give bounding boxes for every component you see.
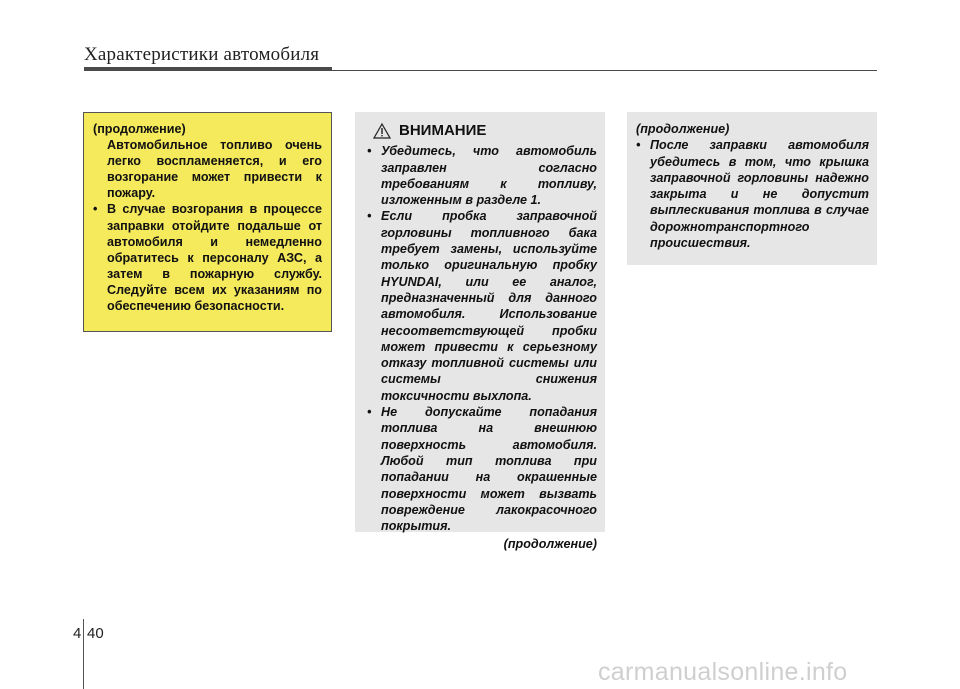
caution-continued-box: [627, 112, 877, 265]
continued-label: (продолжение): [636, 122, 730, 136]
caution-item: [367, 404, 597, 534]
caution-item-text: Убедитесь, что автомобиль заправлен согласно требованиям к топливу, изложенным в разделе 1.: [381, 144, 597, 208]
bullet-glyph: •: [367, 209, 372, 224]
watermark-text: carmanualsonline.info: [598, 658, 848, 686]
bullet-glyph: •: [93, 202, 98, 217]
caution-item-text: После заправки автомобиля убедитесь в том, что крышка заправочной горловины надежно закрыта и не допустит выплескивания топлива в случае дорожнотранспортного происшествия.: [650, 138, 869, 251]
bullet-glyph: •: [367, 144, 372, 159]
section-number: 4: [73, 625, 82, 642]
caution-item: [367, 208, 597, 404]
fire-warning-paragraph: Автомобильное топливо очень легко воспламеняется, и его возгорание может привести к пожару.: [107, 138, 322, 201]
page-number: 40: [87, 625, 104, 642]
caution-item-text: Не допускайте попадания топлива на внешнюю поверхность автомобиля. Любой тип топлива при попадании на окрашенные поверхности может вызвать повреждение лакокрасочного покрытия.: [381, 405, 597, 534]
continued-label: (продолжение): [503, 537, 597, 552]
page-header-title: Характеристики автомобиля: [84, 44, 320, 65]
bullet-glyph: •: [367, 405, 372, 420]
bullet-glyph: •: [636, 138, 641, 153]
header-rule-thin: [84, 70, 877, 71]
continued-label: (продолжение): [93, 122, 186, 136]
fire-warning-bullet-item: [93, 201, 322, 314]
fire-instructions-text: В случае возгорания в процессе заправки отойдите подальше от автомобиля и немедленно обратитесь к персоналу АЗС, а затем в пожарную службу. Следуйте всем их указаниям по обеспечению безопасности.: [107, 202, 322, 314]
caution-item: [636, 137, 869, 251]
page-number-rule: [83, 619, 84, 689]
fire-warning-box: [83, 112, 332, 332]
caution-heading-text: ВНИМАНИЕ: [399, 122, 487, 139]
caution-box: [355, 112, 605, 552]
warning-triangle-icon: [373, 123, 391, 139]
caution-item-text: Если пробка заправочной горловины топливного бака требует замены, используйте только оригинальную пробку HYUNDAI, или ее аналог, предназначенный для данного автомобиля. Использование несоответствующей пробки может привести к серьезному отказу топливной системы или системы снижения токсичности выхлопа.: [381, 209, 597, 403]
caution-heading: [373, 123, 597, 139]
caution-item: [367, 143, 597, 208]
